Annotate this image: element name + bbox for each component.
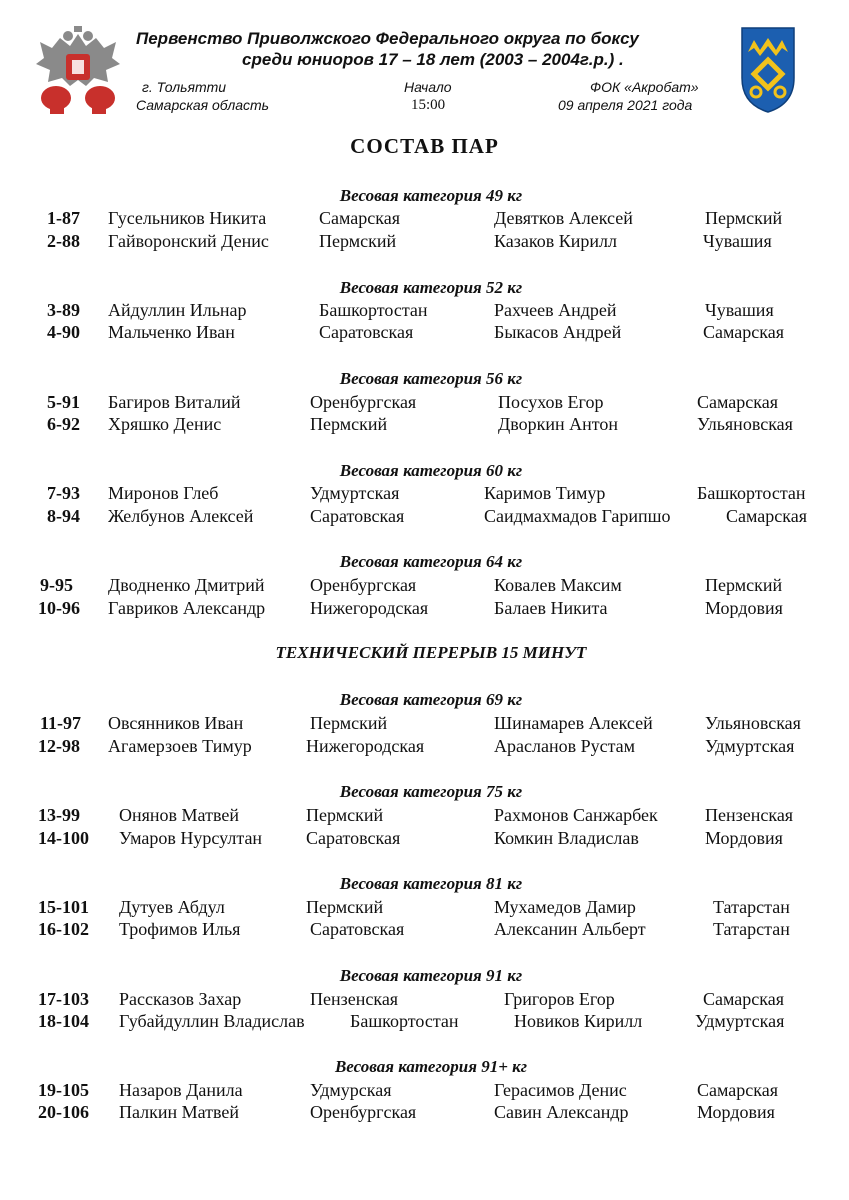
boxer-blue-region: Чувашия (703, 231, 772, 251)
pair-row (0, 712, 849, 734)
boxer-red-name: Гавриков Александр (108, 598, 266, 618)
pair-row (0, 299, 849, 321)
page-title: СОСТАВ ПАР (350, 134, 499, 158)
boxer-blue-name: Мухамедов Дамир (494, 897, 636, 917)
event-title-line1: Первенство Приволжского Федерального округа по боксу (136, 29, 639, 48)
boxer-blue-region: Ульяновская (705, 713, 801, 733)
boxer-blue-region: Самарская (697, 392, 778, 412)
weight-category-title: Весовая категория 75 кг (339, 782, 523, 801)
pair-row (0, 321, 849, 343)
boxer-blue-region: Удмуртская (705, 736, 795, 756)
event-date: 09 апреля 2021 года (558, 97, 693, 113)
boxing-federation-emblem-icon (30, 24, 126, 116)
pair-row (0, 896, 849, 918)
boxer-red-name: Мальченко Иван (108, 322, 235, 342)
boxer-blue-region: Самарская (726, 506, 807, 526)
boxer-red-region: Нижегородская (310, 598, 429, 618)
pair-row (0, 1010, 849, 1032)
start-time: 15:00 (411, 97, 446, 113)
weight-category-title: Весовая категория 60 кг (339, 461, 523, 480)
event-title-line2: среди юниоров 17 – 18 лет (2003 – 2004г.р.) . (242, 50, 624, 69)
boxer-blue-name: Балаев Никита (494, 598, 608, 618)
boxer-blue-region: Пермский (705, 575, 783, 595)
boxer-blue-name: Саидмахмадов Гарипшо (484, 506, 671, 526)
boxer-blue-name: Шинамарев Алексей (494, 713, 653, 733)
boxer-red-region: Башкортостан (350, 1011, 459, 1031)
boxer-red-name: Умаров Нурсултан (119, 828, 263, 848)
pair-row (0, 391, 849, 413)
boxer-red-name: Гайворонский Денис (108, 231, 269, 251)
pair-number: 5-91 (47, 392, 80, 412)
pair-row (0, 735, 849, 757)
boxer-red-name: Палкин Матвей (119, 1102, 240, 1122)
boxer-blue-region: Ульяновская (697, 414, 793, 434)
boxer-blue-name: Ковалев Максим (494, 575, 622, 595)
boxer-blue-name: Комкин Владислав (494, 828, 639, 848)
pair-row (0, 482, 849, 504)
boxer-blue-name: Каримов Тимур (484, 483, 606, 503)
pair-number: 11-97 (40, 713, 82, 733)
pair-number: 1-87 (47, 208, 80, 228)
pair-number: 15-101 (38, 897, 89, 917)
boxer-red-region: Пермский (310, 414, 388, 434)
boxer-red-region: Оренбургская (310, 392, 417, 412)
boxer-red-region: Саратовская (306, 828, 401, 848)
boxer-blue-name: Алексанин Альберт (494, 919, 646, 939)
boxer-red-name: Багиров Виталий (108, 392, 241, 412)
pair-row (0, 574, 849, 596)
boxer-red-name: Губайдуллин Владислав (119, 1011, 305, 1031)
boxer-red-region: Оренбургская (310, 1102, 417, 1122)
boxer-red-region: Пермский (319, 231, 397, 251)
event-city: г. Тольятти (142, 79, 227, 95)
boxer-blue-region: Самарская (703, 989, 784, 1009)
boxer-red-name: Онянов Матвей (119, 805, 239, 825)
boxer-blue-name: Рахчеев Андрей (494, 300, 617, 320)
pair-number: 20-106 (38, 1102, 89, 1122)
boxer-red-region: Пензенская (310, 989, 399, 1009)
pair-row (0, 827, 849, 849)
boxer-red-name: Хряшко Денис (108, 414, 222, 434)
boxer-red-name: Дводненко Дмитрий (108, 575, 265, 595)
boxer-blue-name: Герасимов Денис (494, 1080, 627, 1100)
boxer-red-name: Рассказов Захар (119, 989, 242, 1009)
boxer-blue-name: Казаков Кирилл (494, 231, 617, 251)
boxer-red-region: Удмуртская (310, 483, 400, 503)
boxer-red-region: Пермский (310, 713, 388, 733)
pair-row (0, 918, 849, 940)
boxer-red-name: Трофимов Илья (119, 919, 241, 939)
boxer-red-region: Саратовская (310, 506, 405, 526)
boxer-red-region: Саратовская (319, 322, 414, 342)
weight-category-title: Весовая категория 69 кг (339, 690, 523, 709)
pair-number: 12-98 (38, 736, 80, 756)
pair-row (0, 413, 849, 435)
weight-category-title: Весовая категория 91 кг (339, 966, 523, 985)
pair-number: 19-105 (38, 1080, 89, 1100)
weight-category-title: Весовая категория 49 кг (339, 186, 523, 205)
pair-number: 2-88 (47, 231, 80, 251)
pair-number: 9-95 (40, 575, 73, 595)
boxer-blue-region: Мордовия (705, 598, 783, 618)
pair-row (0, 804, 849, 826)
weight-category-title: Весовая категория 64 кг (339, 552, 523, 571)
pair-number: 3-89 (47, 300, 80, 320)
pair-number: 4-90 (47, 322, 80, 342)
boxer-blue-name: Девятков Алексей (494, 208, 633, 228)
boxer-red-name: Миронов Глеб (108, 483, 219, 503)
pair-number: 18-104 (38, 1011, 89, 1031)
boxer-blue-name: Дворкин Антон (498, 414, 619, 434)
boxer-red-region: Саратовская (310, 919, 405, 939)
boxer-red-region: Башкортостан (319, 300, 428, 320)
boxer-red-name: Желбунов Алексей (108, 506, 254, 526)
pair-number: 17-103 (38, 989, 89, 1009)
boxer-blue-name: Рахмонов Санжарбек (494, 805, 658, 825)
boxer-red-region: Самарская (319, 208, 400, 228)
pair-number: 16-102 (38, 919, 89, 939)
pair-number: 6-92 (47, 414, 80, 434)
boxer-blue-name: Новиков Кирилл (514, 1011, 643, 1031)
start-label: Начало (404, 79, 452, 95)
boxer-red-region: Пермский (306, 805, 384, 825)
boxer-red-name: Агамерзоев Тимур (108, 736, 252, 756)
pair-row (0, 1101, 849, 1123)
pair-row (0, 230, 849, 252)
weight-category-title: Весовая категория 81 кг (339, 874, 523, 893)
boxer-red-name: Дутуев Абдул (119, 897, 225, 917)
weight-category-title: Весовая категория 91+ кг (334, 1057, 528, 1076)
pair-row (0, 505, 849, 527)
boxer-red-name: Овсянников Иван (108, 713, 244, 733)
pair-number: 13-99 (38, 805, 80, 825)
boxer-red-region: Нижегородская (306, 736, 425, 756)
boxer-blue-name: Савин Александр (494, 1102, 629, 1122)
boxer-red-region: Удмурская (310, 1080, 392, 1100)
event-region: Самарская область (136, 97, 270, 113)
boxer-red-region: Пермский (306, 897, 384, 917)
pair-row (0, 597, 849, 619)
pair-number: 7-93 (47, 483, 80, 503)
weight-category-title: Весовая категория 56 кг (339, 369, 523, 388)
boxer-blue-region: Самарская (703, 322, 784, 342)
pair-row (0, 1079, 849, 1101)
boxer-blue-region: Пермский (705, 208, 783, 228)
boxer-blue-region: Татарстан (713, 919, 790, 939)
boxer-red-name: Айдуллин Ильнар (108, 300, 247, 320)
event-venue: ФОК «Акробат» (590, 79, 699, 95)
boxer-red-name: Назаров Данила (119, 1080, 243, 1100)
boxer-blue-region: Самарская (697, 1080, 778, 1100)
boxer-blue-name: Арасланов Рустам (494, 736, 636, 756)
boxer-blue-region: Татарстан (713, 897, 790, 917)
togliatti-coat-of-arms-icon (740, 26, 796, 114)
pair-row (0, 207, 849, 229)
boxer-blue-region: Мордовия (705, 828, 783, 848)
boxer-blue-region: Пензенская (705, 805, 794, 825)
pair-number: 8-94 (47, 506, 80, 526)
boxer-blue-region: Мордовия (697, 1102, 775, 1122)
pair-row (0, 988, 849, 1010)
boxer-red-name: Гусельников Никита (108, 208, 267, 228)
boxer-red-region: Оренбургская (310, 575, 417, 595)
weight-category-title: Весовая категория 52 кг (339, 278, 523, 297)
boxer-blue-name: Быкасов Андрей (494, 322, 622, 342)
pair-number: 10-96 (38, 598, 80, 618)
boxer-blue-name: Посухов Егор (498, 392, 604, 412)
boxer-blue-region: Башкортостан (697, 483, 806, 503)
boxer-blue-region: Удмуртская (695, 1011, 785, 1031)
technical-break-notice: ТЕХНИЧЕСКИЙ ПЕРЕРЫВ 15 МИНУТ (275, 643, 587, 662)
pair-number: 14-100 (38, 828, 89, 848)
boxer-blue-name: Григоров Егор (504, 989, 615, 1009)
boxer-blue-region: Чувашия (705, 300, 774, 320)
